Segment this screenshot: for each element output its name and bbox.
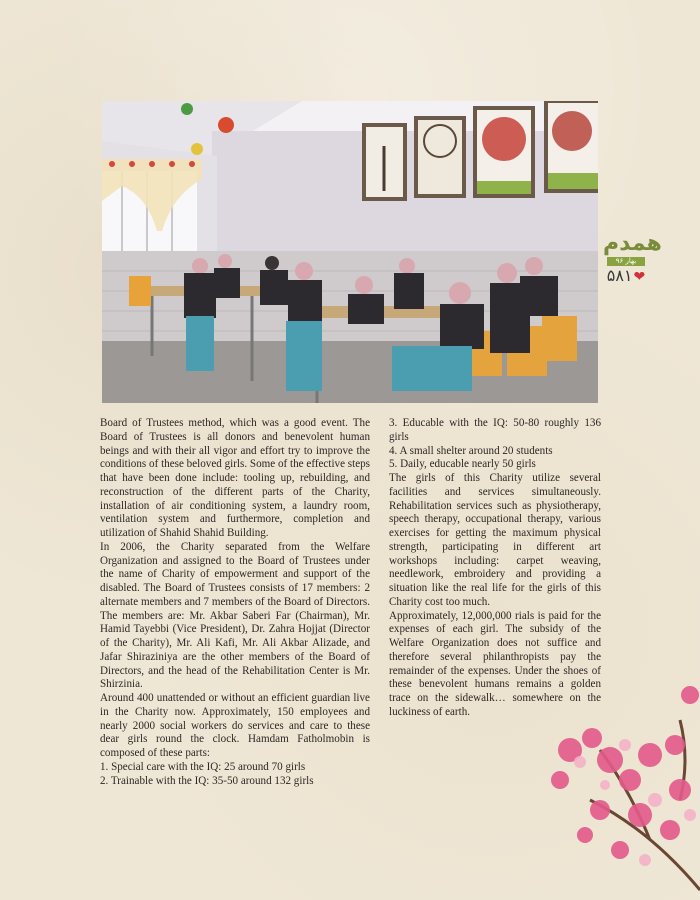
paragraph: Around 400 unattended or without an efficient guardian live in the Charity now. Approximately, 150 employees and nearly 2000 social workers do services and care to these dear girls round the clock. Hamdam Fatholmobin is composed of these parts: bbox=[100, 692, 370, 759]
list-item: 3. Educable with the IQ: 50-80 roughly 136 girls bbox=[389, 417, 601, 443]
cherry-blossom-decoration bbox=[530, 680, 700, 900]
left-text-column bbox=[100, 417, 370, 788]
heart-icon: ❤ bbox=[633, 269, 646, 285]
page-number: ۵۸۱ bbox=[606, 266, 633, 285]
paragraph: Approximately, 12,000,000 rials is paid for the expenses of each girl. The subsidy of the Welfare Organization does not suffice and therefore several philanthropists pay the remainder of the expenses. Under the shoes of these benevolent humans remains a golden trace on the sidewalk… somewhere on the luckiness of earth. bbox=[389, 609, 601, 718]
list-item: 2. Trainable with the IQ: 35-50 around 132 girls bbox=[100, 774, 314, 787]
list-item: 1. Special care with the IQ: 25 around 70 girls bbox=[100, 760, 306, 773]
list-item: 4. A small shelter around 20 students bbox=[389, 444, 553, 457]
right-text-column bbox=[389, 417, 601, 720]
paragraph: The girls of this Charity utilize several facilities and services simultaneously. Rehabilitation services such as physiotherapy, speech therapy, occupational therapy, various exercises for getting the maximum physical strength, participating in different art workshops including: carpet weaving, needlework, embroidery and providing a situation like the real life for the girls of this Charity cost too much. bbox=[389, 472, 601, 608]
paragraph: In 2006, the Charity separated from the Welfare Organization and assigned to the Board of Trustees under the name of Charity of empowerment and support of the disabled. The Board of Trustees consists of 17 members: 2 alternate members and 7 members of the Board of Directors. The members are: Mr. Akbar Saberi Far (Chairman), Mr. Hamid Tayebbi (Vice President), Dr. Zahra Hojjat (Director of the Charity), Mr. Ali Kafi, Mr. Ali Akbar Alizade, and Jafar Shiraziniya are the other members of the Board of Directors, and the head of the Rehabilitation Center is Mr. Shirzinia. bbox=[100, 540, 370, 691]
classroom-illustration bbox=[102, 101, 598, 403]
paragraph: Board of Trustees method, which was a good event. The Board of Trustees is all donors and benevolent human beings and with their all vigor and effort try to improve the conditions of these beloved girls. Some of the effective steps that have been done include: tooling up, rebuilding, and reconstruction of the different parts of the Charity, installation of air conditioning system, a laundry room, ventilation system and furthermore, completion and utilization of Shahid Shahid Building. bbox=[100, 417, 370, 539]
issue-label: بهار ۹۶ bbox=[607, 257, 645, 266]
magazine-logo bbox=[603, 231, 662, 312]
logo-mark: همدم bbox=[603, 231, 662, 256]
list-item: 5. Daily, educable nearly 50 girls bbox=[389, 458, 536, 471]
classroom-photo bbox=[102, 101, 598, 403]
